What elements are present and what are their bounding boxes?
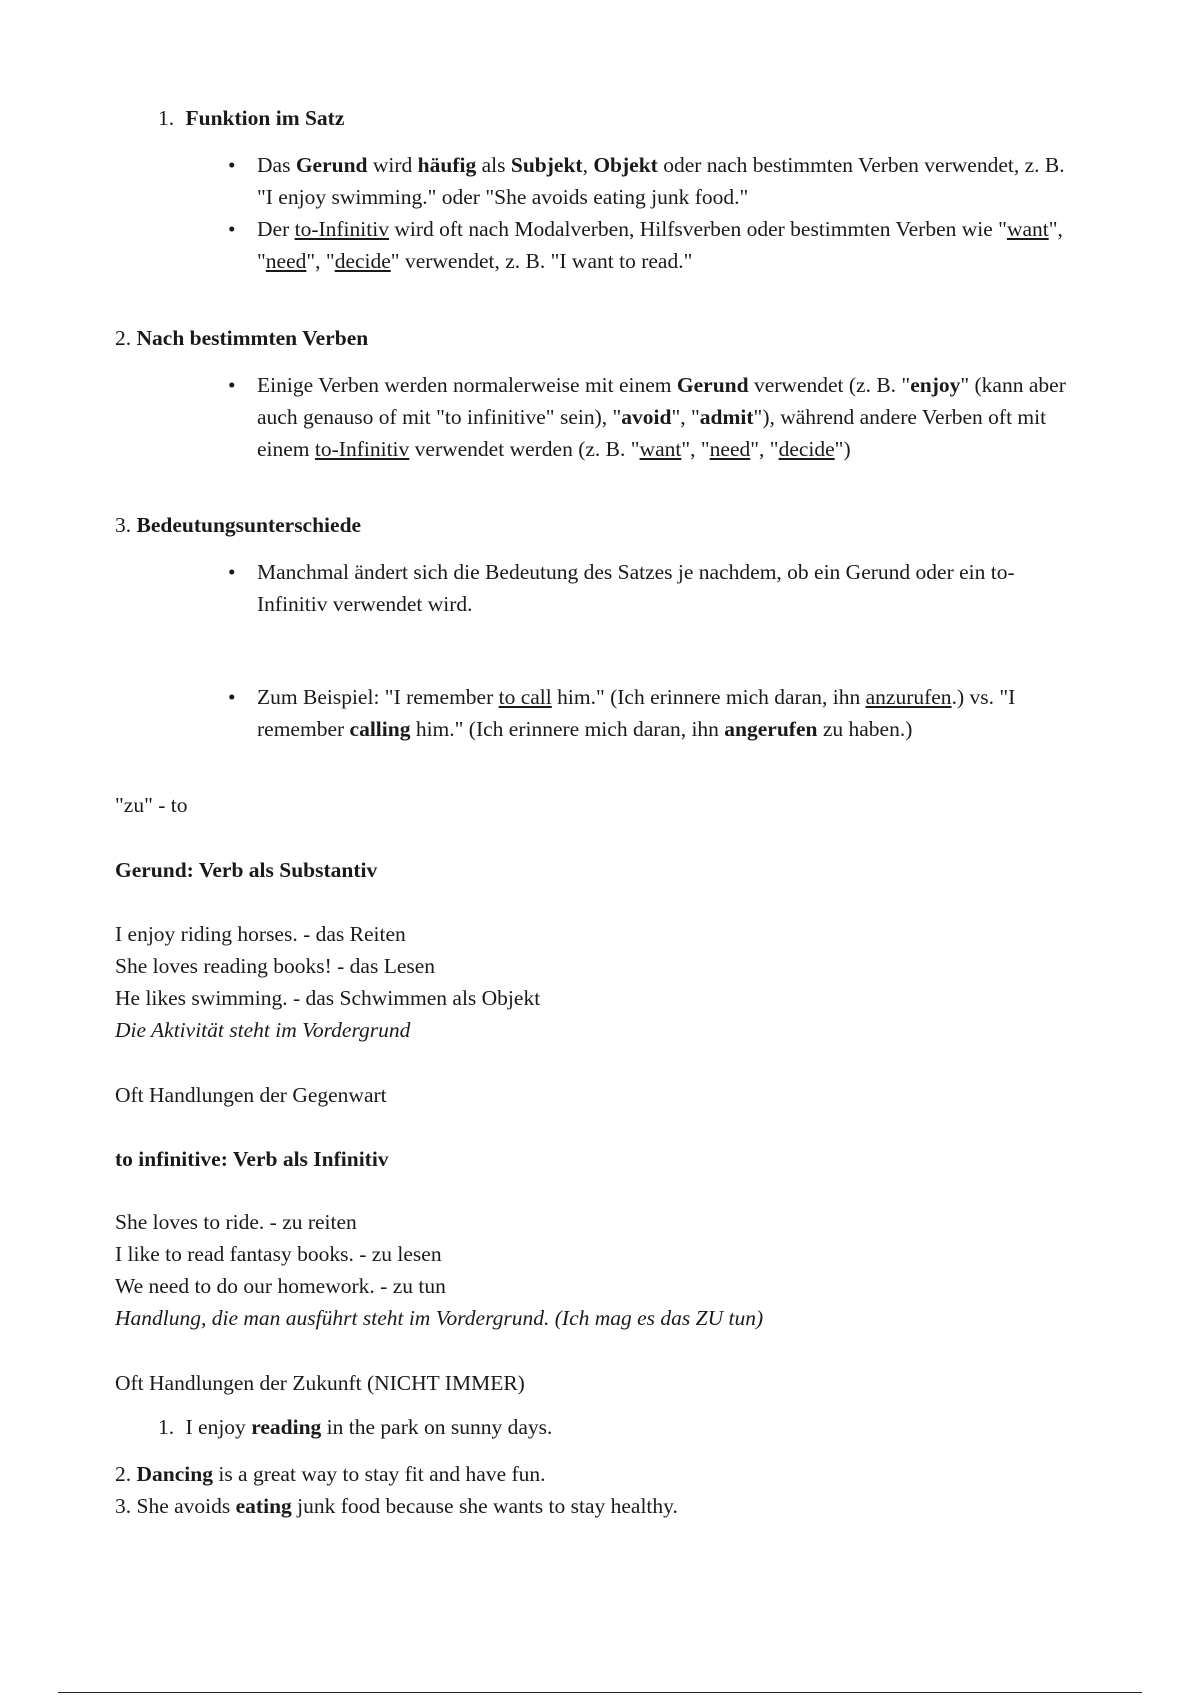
page-bottom-rule (58, 1692, 1142, 1693)
section2-title: Nach bestimmten Verben (136, 326, 369, 350)
infinitive-note: Handlung, die man ausführt steht im Vordergrund. (Ich mag es das ZU tun) (115, 1306, 764, 1330)
section3-bullet2-line2: remember calling him." (Ich erinnere mich daran, ihn angerufen zu haben.) (257, 717, 913, 741)
section2-bullet-line3: einem to-Infinitiv verwendet werden (z. B. "want", "need", "decide") (257, 437, 851, 461)
section3-title: Bedeutungsunterschiede (136, 513, 362, 537)
section2-number: 2. (115, 326, 132, 350)
section1-number: 1. (158, 106, 175, 130)
section1-bullet1-line1: Das Gerund wird häufig als Subjekt, Objekt oder nach bestimmten Verben verwendet, z. B. (257, 153, 1065, 177)
section1-title: Funktion im Satz (185, 106, 345, 130)
bullet-icon: • (228, 685, 236, 709)
zu-note: "zu" - to (115, 793, 188, 817)
infinitive-example-2: I like to read fantasy books. - zu lesen (115, 1242, 442, 1266)
section2-heading (115, 326, 368, 351)
gerund-example-1: I enjoy riding horses. - das Reiten (115, 922, 406, 946)
infinitive-example-1: She loves to ride. - zu reiten (115, 1210, 357, 1234)
infinitive-tense: Oft Handlungen der Zukunft (NICHT IMMER) (115, 1371, 525, 1395)
section3-number: 3. (115, 513, 132, 537)
section2-bullet-line2: auch genauso of mit "to infinitive" sein), "avoid", "admit"), während andere Verben oft mit (257, 405, 1047, 429)
gerund-tense: Oft Handlungen der Gegenwart (115, 1083, 387, 1107)
section3-heading (115, 513, 361, 538)
numbered-example-1: 1. I enjoy reading in the park on sunny days. (158, 1415, 553, 1439)
numbered-example-3: 3. She avoids eating junk food because she wants to stay healthy. (115, 1494, 678, 1518)
bullet-icon: • (228, 560, 236, 584)
gerund-example-2: She loves reading books! - das Lesen (115, 954, 436, 978)
infinitive-heading: to infinitive: Verb als Infinitiv (115, 1147, 389, 1171)
section2-bullet-line1: Einige Verben werden normalerweise mit einem Gerund verwendet (z. B. "enjoy" (kann aber (257, 373, 1066, 397)
numbered-example-2: 2. Dancing is a great way to stay fit and have fun. (115, 1462, 546, 1486)
infinitive-example-3: We need to do our homework. - zu tun (115, 1274, 446, 1298)
section1-heading (158, 106, 344, 131)
gerund-heading: Gerund: Verb als Substantiv (115, 858, 378, 882)
gerund-note: Die Aktivität steht im Vordergrund (115, 1018, 411, 1042)
section1-bullet1-line2: "I enjoy swimming." oder "She avoids eating junk food." (257, 185, 749, 209)
section3-bullet1-line2: Infinitiv verwendet wird. (257, 592, 473, 616)
gerund-example-3: He likes swimming. - das Schwimmen als Objekt (115, 986, 541, 1010)
section1-bullet2-line2: "need", "decide" verwendet, z. B. "I want to read." (257, 249, 693, 273)
bullet-icon: • (228, 217, 236, 241)
section3-bullet1-line1: Manchmal ändert sich die Bedeutung des Satzes je nachdem, ob ein Gerund oder ein to- (257, 560, 1015, 584)
bullet-icon: • (228, 373, 236, 397)
section3-bullet2-line1: Zum Beispiel: "I remember to call him." (Ich erinnere mich daran, ihn anzurufen.) vs. "I (257, 685, 1016, 709)
bullet-icon: • (228, 153, 236, 177)
section1-bullet2-line1: Der to-Infinitiv wird oft nach Modalverben, Hilfsverben oder bestimmten Verben wie "want", (257, 217, 1063, 241)
